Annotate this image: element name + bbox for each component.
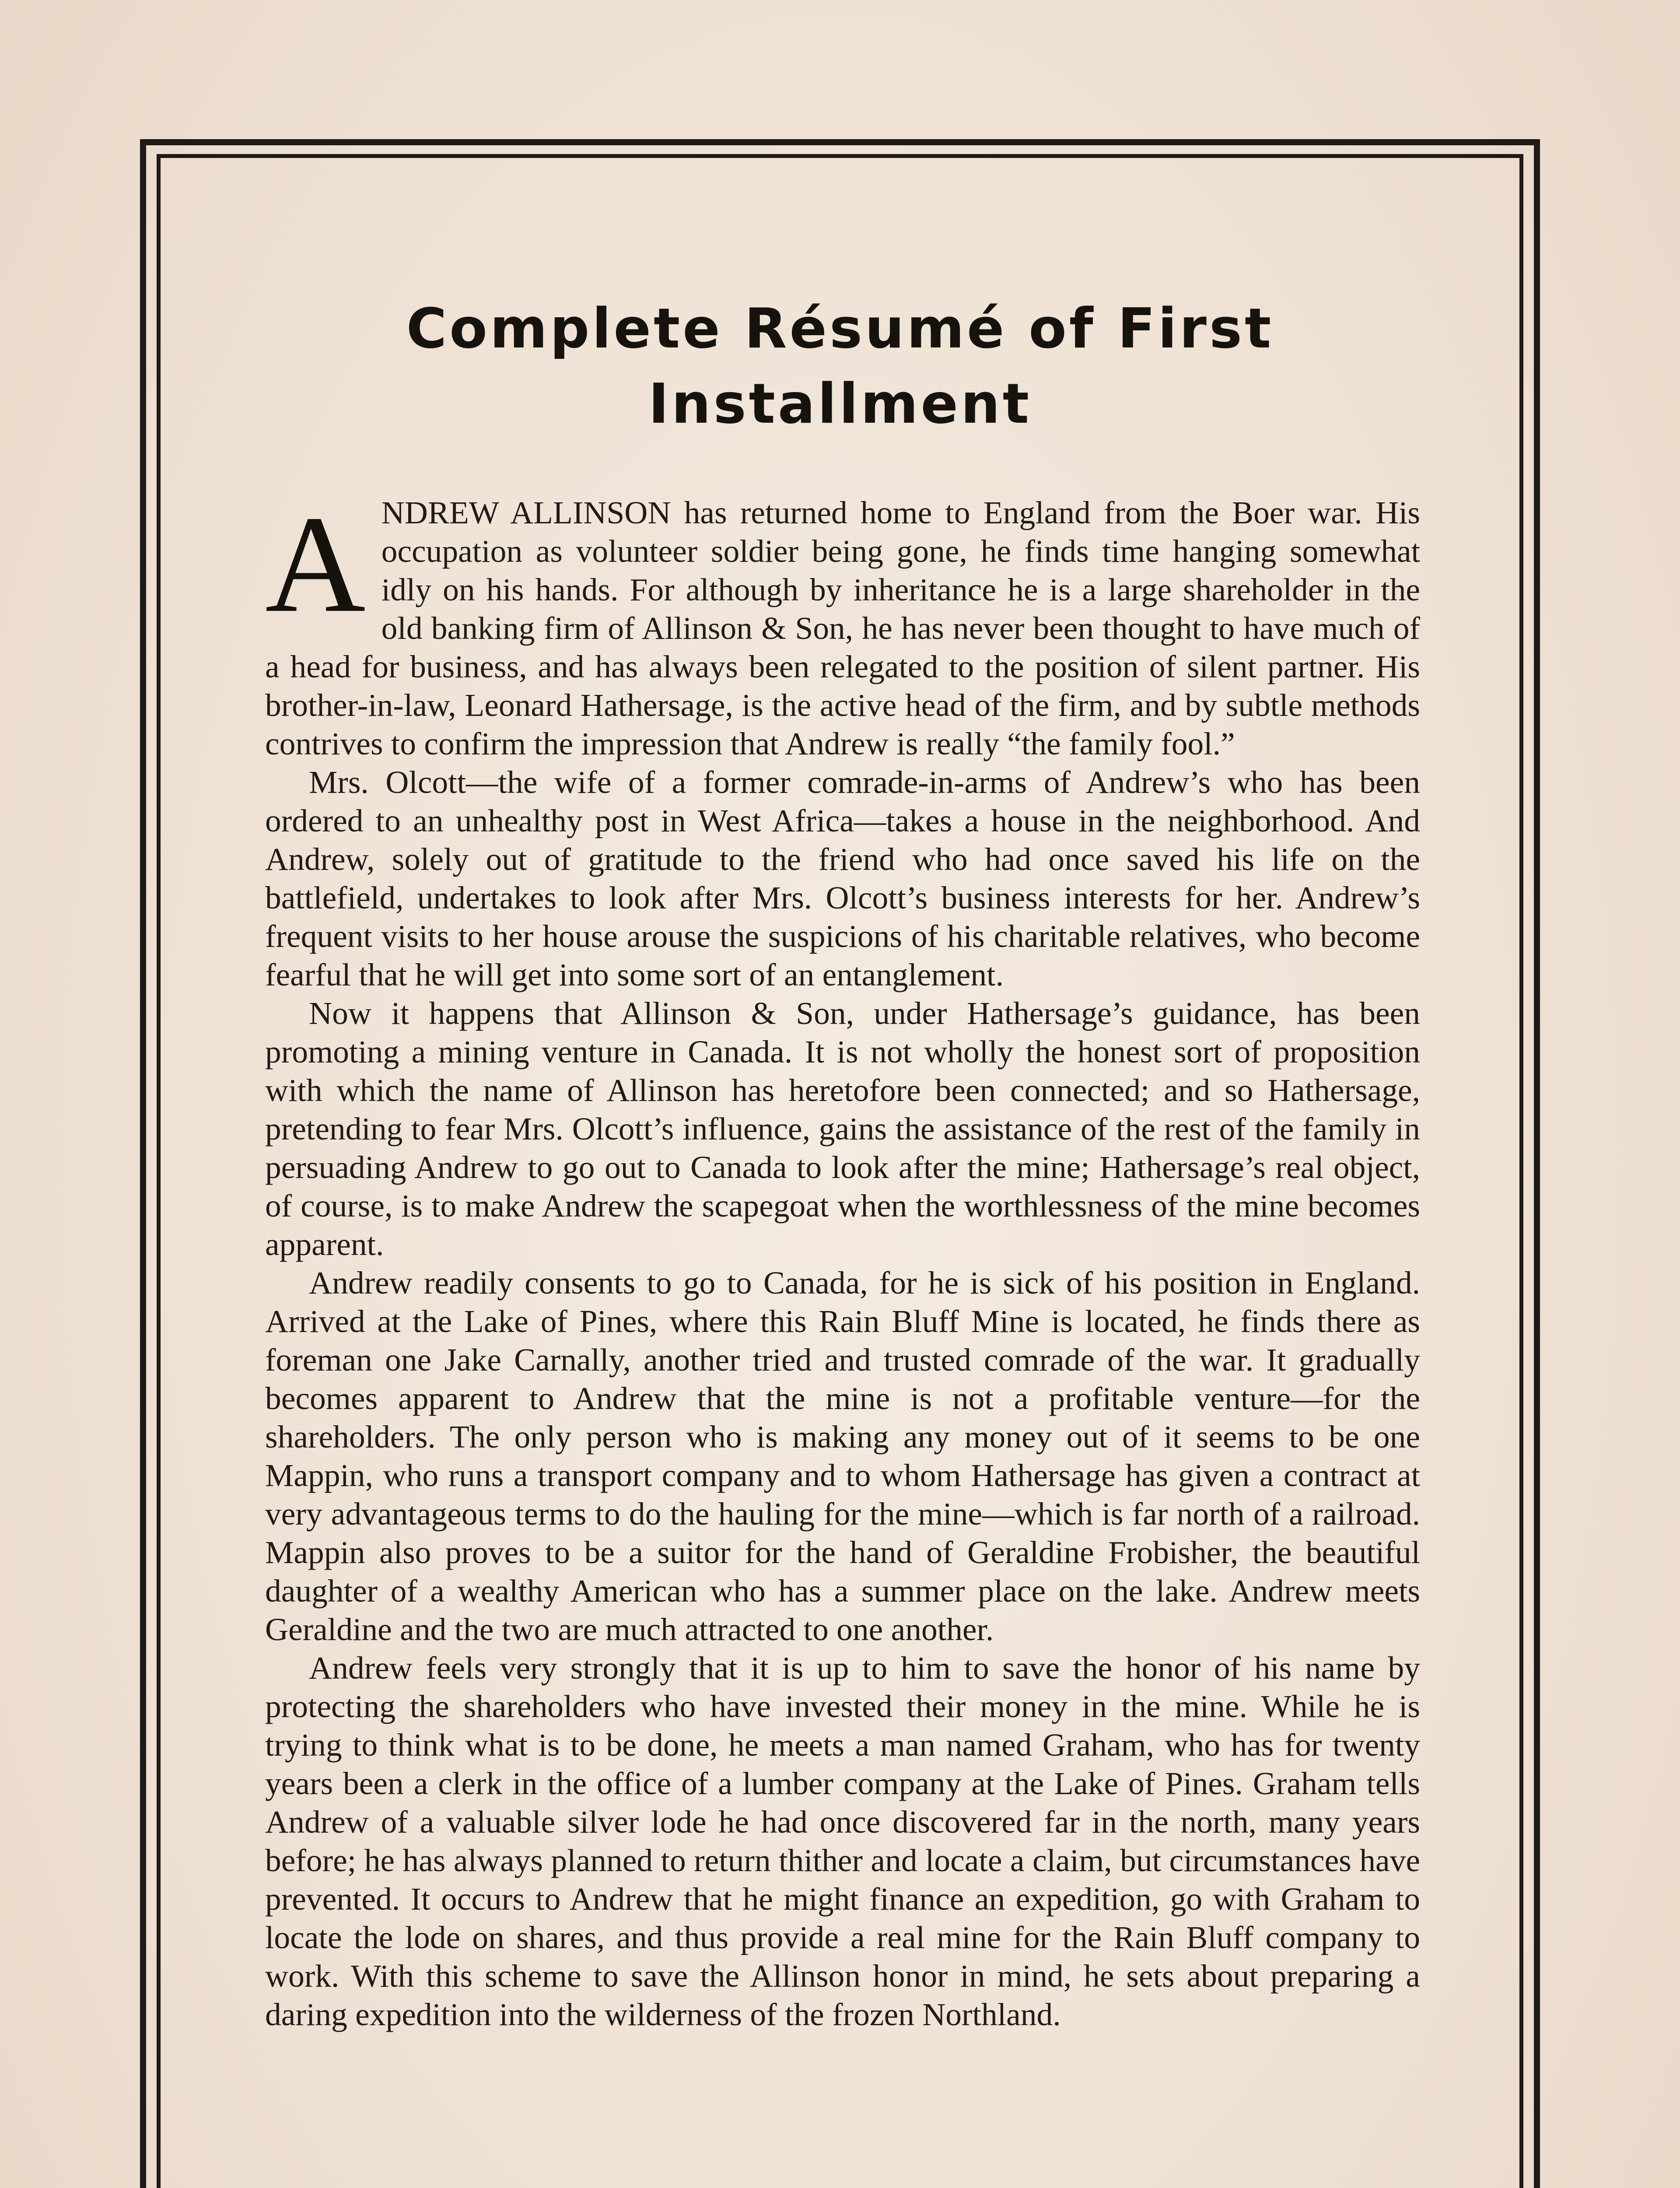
paragraph-4: Andrew readily consents to go to Canada, for he is sick of his position in England. Arrived at the Lake of Pines, where this Rain Bluff Mine is located, he finds there as foreman one Jake Carnally, another tried and trusted comrade of the war. It gradually becomes apparent to Andrew that the mine is not a profitable venture—for the shareholders. The only person who is making any money out of it seems to be one Mappin, who runs a transport company and to whom Hathersage has given a contract at very advantageous terms to do the hauling for the mine—which is far north of a railroad. Mappin also proves to be a suitor for the hand of Geraldine Frobisher, the beautiful daughter of a wealthy American who has a summer place on the lake. Andrew meets Geraldine and the two are much attracted to one another. [265, 1265, 1420, 1647]
paragraph-3: Now it happens that Allinson & Son, under Hathersage’s guidance, has been promoting a mining venture in Canada. It is not wholly the honest sort of proposition with which the name of Allinson has heretofore been connected; and so Hathersage, pretending to fear Mrs. Olcott’s influence, gains the assistance of the rest of the family in persuading Andrew to go out to Canada to look after the mine; Hathersage’s real object, of course, is to make Andrew the scapegoat when the worthlessness of the mine becomes apparent. [265, 996, 1420, 1262]
page-title: Complete Résumé of First Installment [406, 296, 1274, 436]
paragraph-1-text: NDREW ALLINSON has returned home to England from the Boer war. His occupation as volunteer soldier being gone, he finds time hanging somewhat idly on his hands. For although by inheritance he is a large shareholder in the old banking firm of Allinson & Son, he has never been thought to have much of a head for business, and has always been relegated to the position of silent partner. His brother-in-law, Leonard Hathersage, is the active head of the firm, and by subtle methods contrives to confirm the impression that Andrew is really “the family fool.” [265, 495, 1420, 761]
paragraph-1 [265, 487, 1420, 763]
paragraph-5: Andrew feels very strongly that it is up to him to save the honor of his name by protecting the shareholders who have invested their money in the mine. While he is trying to think what is to be done, he meets a man named Graham, who has for twenty years been a clerk in the office of a lumber company at the Lake of Pines. Graham tells Andrew of a valuable silver lode he had once discovered far in the north, many years before; he has always planned to return thither and locate a claim, but circumstances have prevented. It occurs to Andrew that he might finance an expedition, go with Graham to locate the lode on shares, and thus provide a real mine for the Rain Bluff company to work. With this scheme to save the Allinson honor in mind, he sets about preparing a daring expedition into the wilderness of the frozen Northland. [265, 1650, 1420, 2032]
article-body [265, 487, 1420, 2034]
paragraph-2: Mrs. Olcott—the wife of a former comrade-in-arms of Andrew’s who has been ordered to an unhealthy post in West Africa—takes a house in the neighborhood. And Andrew, solely out of gratitude to the friend who had once saved his life on the battlefield, undertakes to look after Mrs. Olcott’s business interests for her. Andrew’s frequent visits to her house arouse the suspicions of his charitable relatives, who become fearful that he will get into some sort of an entanglement. [265, 764, 1420, 992]
drop-cap: A [265, 487, 366, 641]
